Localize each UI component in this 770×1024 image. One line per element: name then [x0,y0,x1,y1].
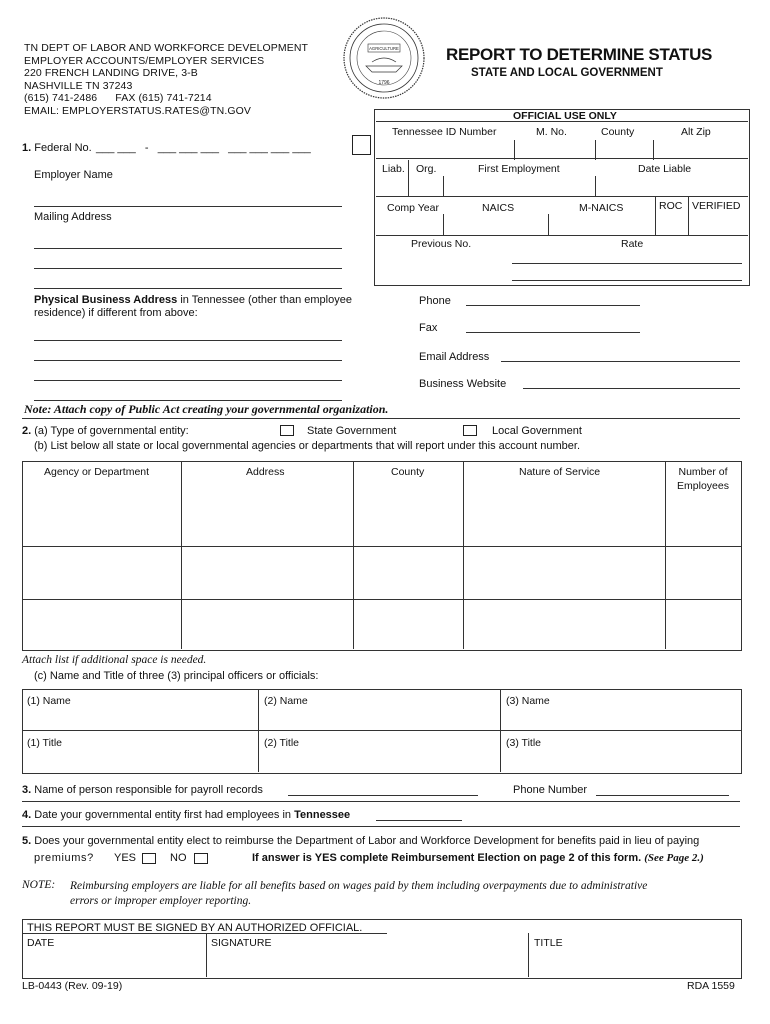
agency-table [22,461,742,651]
mailing-address-line-1[interactable] [34,248,342,249]
yes-label: YES [114,852,137,864]
m-no-label: M. No. [536,126,567,138]
physical-address-line-4[interactable] [34,400,342,401]
reimbursement-bold: If answer is YES complete Reimbursement Election on page 2 of this form. [252,852,642,864]
fax-field[interactable] [466,332,640,333]
tn-id-label: Tennessee ID Number [392,126,497,138]
see-page-2: (See Page 2.) [644,852,704,864]
federal-no-field[interactable]: ___ ___ - ___ ___ ___ ___ ___ ___ ___ [96,142,311,154]
section5-question: Does your governmental entity elect to reimburse the Department of Labor and Workforce Development for benefits paid in lieu of paying [34,835,700,847]
section2-a-label: (a) Type of governmental entity: [34,425,189,437]
agency-line-6: EMAIL: EMPLOYERSTATUS.RATES@TN.GOV [24,104,252,117]
reimb-note-label: NOTE: [22,879,56,891]
website-label: Business Website [419,378,507,390]
fax-label: Fax [419,322,438,334]
officer-1-title[interactable]: (1) Title [27,737,63,749]
no-checkbox[interactable] [194,853,208,864]
officer-1-name[interactable]: (1) Name [27,695,71,707]
premiums-label: premiums? [34,852,94,864]
column-county: County [391,466,425,478]
federal-no-checkbox[interactable] [352,135,371,155]
liab-label: Liab. [382,163,405,175]
date-label: DATE [27,937,55,949]
phone-field[interactable] [466,305,640,306]
section4-row [22,809,350,821]
comp-year-label: Comp Year [387,202,439,214]
signature-heading: THIS REPORT MUST BE SIGNED BY AN AUTHORIZED OFFICIAL. [27,922,363,934]
section3-row [22,784,263,796]
agency-header [24,42,308,118]
column-employees-label: Employees [677,480,729,492]
rda-number: RDA 1559 [687,980,735,992]
email-field[interactable] [501,361,740,362]
seal-inner-text: AGRICULTURE [369,46,399,51]
physical-address-line-1[interactable] [34,340,342,341]
rate-label: Rate [621,238,644,250]
naics-label: NAICS [482,202,515,214]
first-employment-label: First Employment [478,163,560,175]
column-number-of-label: Number of [678,466,728,478]
phone-label: Phone [419,295,451,307]
signature-field[interactable] [208,936,526,976]
officers-table [22,689,742,774]
reimb-note-line2: errors or improper employer reporting. [70,895,252,907]
officer-3-name[interactable]: (3) Name [506,695,550,707]
agency-line-5: (615) 741-2486 FAX (615) 741-7214 [24,92,212,105]
federal-no-row [22,142,92,154]
section2-number: 2. [22,425,32,437]
column-number-of-employees [675,465,731,493]
agency-line-1: TN DEPT OF LABOR AND WORKFORCE DEVELOPMENT [24,42,309,54]
physical-address-bold: Physical Business Address [34,294,178,306]
website-field[interactable] [523,388,740,389]
signature-label: SIGNATURE [211,937,272,949]
county-label: County [601,126,635,138]
agency-line-3: 220 FRENCH LANDING DRIVE, 3-B [24,67,198,80]
first-employees-date-field[interactable] [376,820,462,821]
verified-label: VERIFIED [692,200,741,212]
public-act-note: Note: Attach copy of Public Act creating your governmental organization. [24,402,389,416]
officer-2-title[interactable]: (2) Title [264,737,300,749]
yes-checkbox[interactable] [142,853,156,864]
attach-list-note: Attach list if additional space is needed. [22,654,207,666]
column-address: Address [246,466,285,478]
physical-address-line2: residence) if different from above: [34,307,198,319]
mailing-address-label: Mailing Address [34,211,112,223]
physical-address-line-3[interactable] [34,380,342,381]
physical-address-label [34,294,352,320]
date-field[interactable] [24,936,204,976]
first-employees-tn: Tennessee [294,809,351,821]
section2-c-label: (c) Name and Title of three (3) principal officers or officials: [34,670,319,682]
state-government-checkbox[interactable] [280,425,294,436]
alt-zip-label: Alt Zip [681,126,711,138]
physical-address-rest: in Tennessee (other than employee [177,294,352,306]
section4-number: 4. [22,809,32,821]
no-label: NO [170,852,187,864]
physical-address-line-2[interactable] [34,360,342,361]
reimb-note-line1: Reimbursing employers are liable for all benefits based on wages paid by them including overpayments due to administrative [70,880,648,892]
agency-line-2: EMPLOYER ACCOUNTS/EMPLOYER SERVICES [24,54,265,67]
payroll-phone-label: Phone Number [513,784,587,796]
mailing-address-line-3[interactable] [34,288,342,289]
official-use-heading: OFFICIAL USE ONLY [513,110,617,122]
officer-3-title[interactable]: (3) Title [506,737,542,749]
seal-year: 1796 [378,80,390,86]
employer-name-label: Employer Name [34,169,113,181]
local-government-label: Local Government [492,425,582,437]
tennessee-state-seal-icon [342,16,426,100]
payroll-person-field[interactable] [288,795,478,796]
local-government-checkbox[interactable] [463,425,477,436]
page-title: REPORT TO DETERMINE STATUS [446,45,713,64]
section5-row [22,835,699,847]
reimb-note-text [70,879,647,909]
section3-number: 3. [22,784,32,796]
officer-2-name[interactable]: (2) Name [264,695,308,707]
roc-label: ROC [659,200,683,212]
section1-number: 1. [22,142,32,154]
column-agency: Agency or Department [44,466,150,478]
payroll-phone-field[interactable] [596,795,729,796]
payroll-person-label: Name of person responsible for payroll records [34,784,263,796]
email-label: Email Address [419,351,490,363]
column-nature-of-service: Nature of Service [519,466,601,478]
m-naics-label: M-NAICS [579,202,624,214]
title-label: TITLE [534,937,563,949]
employer-name-field[interactable] [34,206,342,207]
reimbursement-note [252,852,704,864]
form-number: LB-0443 (Rev. 09-19) [22,980,123,992]
title-field[interactable] [530,936,738,976]
state-government-label: State Government [307,425,397,437]
previous-no-label: Previous No. [411,238,472,250]
first-employees-label: Date your governmental entity first had employees in [34,809,295,821]
page-subtitle: STATE AND LOCAL GOVERNMENT [471,67,663,79]
section5-number: 5. [22,835,32,847]
org-label: Org. [416,163,437,175]
federal-no-label: Federal No. [34,142,92,154]
section2-b-label: (b) List below all state or local governmental agencies or departments that will report under this account number. [34,440,581,452]
mailing-address-line-2[interactable] [34,268,342,269]
date-liable-label: Date Liable [638,163,692,175]
agency-line-4: NASHVILLE TN 37243 [24,79,133,92]
section2-a-row [22,425,189,437]
